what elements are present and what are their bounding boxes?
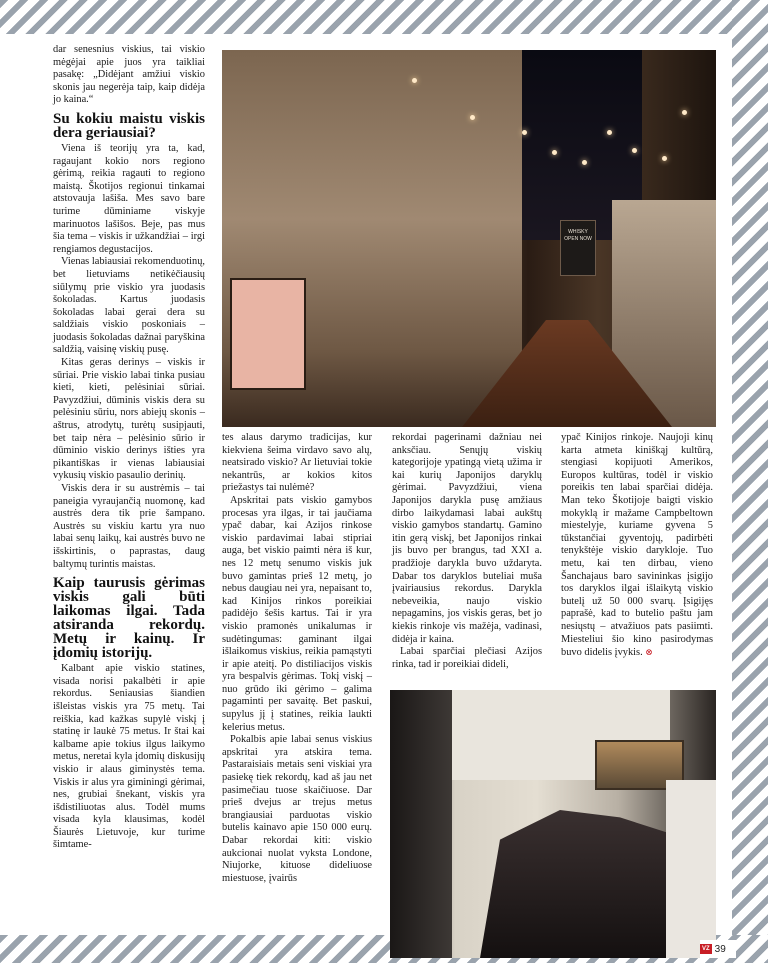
- paragraph: Vienas labiausiai rekomenduotinų, bet lietuviams netikėčiausių siūlymų prie viskio yra juodasis šokoladas. Kartus juodasis šokoladas labai gerai dera su saldžiais viskio poskoniais – juodasis šokoladas dažnai paryškina saldžią, vaisinę viskių pusę.: [53, 256, 205, 356]
- decorative-stripe-right: [732, 0, 768, 963]
- text-column-4: [561, 432, 713, 660]
- string-light: [632, 148, 637, 153]
- photo-whisky-sign: [560, 220, 596, 276]
- string-light: [607, 130, 612, 135]
- paragraph: Kitas geras derinys – viskis ir sūriai. Prie viskio labai tinka pusiau kieti, kieti, pelėsiniai sūriai. Pavyzdžiui, dūminis viskis dera su pelėsiniu sūriu, nors abiejų skonis – aštrus, atrodytų, turėtų susipjauti, bet taip nėra – pelėsinio sūrio ir dūminio viskio derinys išties yra pikantiškas ir vienas labiausiai vykusių viskio pasaulio derinių.: [53, 357, 205, 482]
- photo-guests: [480, 810, 680, 958]
- paragraph: [561, 432, 713, 660]
- magazine-page: [0, 34, 732, 935]
- string-light: [582, 160, 587, 165]
- page-number: 39: [714, 943, 726, 955]
- string-light: [470, 115, 475, 120]
- text-column-2: [222, 432, 372, 885]
- string-light: [682, 110, 687, 115]
- page-footer: [700, 940, 736, 958]
- article-end-icon: ⊗: [645, 647, 653, 658]
- paragraph: Apskritai pats viskio gamybos procesas yra ilgas, ir tai jaučiama ypač dabar, kai Azijos rinkose viskio pardavimai labai stipriai auga, bet viskio paimti nėra iš kur, nes 12 metų senumo viskis juk buvo gamintas prieš 12 metų, jo nebus daugiau nei yra, nepaisant to, kad Kinijos rinkos poreikiai padidėjo šešis kartus. Tai ir yra viskio pramonės unikalumas ir sudėtingumas: gaminant ilgai išlaikomus viskius, reikia pamąstyti ir apie ateitį. Po distiliacijos viskis yra bespalvis gėrimas. Tokį viskį – nuo grūdo iki gėrimo – galima pagaminti per savaitę. Bet paskui, supylus jį į statines, reikia laukti kelerius metus.: [222, 494, 372, 733]
- paragraph: Viena iš teorijų yra ta, kad, ragaujant kokio nors regiono gėrimą, reikia ragauti to regiono maistą. Škotijos regionui tinkamai atstovauja lašiša. Mes savo bare turime dūminiame viskyje marinuotos lašišos. Beje, pas mus šia tema – viskis ir užkandžiai – irgi rengiamos degustacijos.: [53, 142, 205, 255]
- string-light: [662, 156, 667, 161]
- string-light: [412, 78, 417, 83]
- paragraph-text: ypač Kinijos rinkoje. Naujoji kinų karta atmeta kiniškąj kultūrą, stengiasi kopijuoti Amerikos, Europos kultūras, todėl ir viskio poreikis ten labai sparčiai didėja. Man teko Škotijoje baigti viskio mokyklą ir mažame Campbeltown miestelyje, kuriame gyvena 5 tūkstančiai gyventojų, padirbėti tenykštėje viskio darykloje. Tuo metu, kai ten dirbau, vieno Šanchajaus baro savininkas įsigijo tos daryklos ilgai išlaikytą viskio butelį už 50 000 svarų. Įsigijęs paprašė, kad to butelio paštu jam nesiųstų – atvažiuos pats pasiimti. Miesteliui šio kino pasirodymas buvo didelis įvykis.: [561, 432, 713, 659]
- paragraph: dar senesnius viskius, tai viskio mėgėjai apie juos yra taikliai pasakę: „Didėjant amžiui viskio skonis jau negerėja taip, kaip didėja jo kaina.“: [53, 44, 205, 106]
- string-light: [552, 150, 557, 155]
- paragraph: Viskis dera ir su austrėmis – tai paneigia vyraujančią nuomonę, kad austrės dera tik prie šampano. Austrės su viskiu kartu yra nuo labai senų laikų, kai austrės buvo ne išskirtinis, o paprastas, daug baltymų turintis maistas.: [53, 483, 205, 570]
- bar-interior-photo: [390, 690, 716, 958]
- string-light: [522, 130, 527, 135]
- decorative-stripe-top: [0, 0, 768, 34]
- text-column-1: [53, 44, 205, 852]
- paragraph: Labai sparčiai plečiasi Azijos rinka, tad ir poreikiai dideli,: [392, 646, 542, 670]
- subheading: Su kokiu maistu viskis dera geriausiai?: [53, 110, 205, 141]
- alley-photo: [222, 50, 716, 427]
- paragraph: Pokalbis apie labai senus viskius apskritai yra atskira tema. Pastaraisiais metais seni viskiai yra pasiekę tiek rekordų, kad aš jau net pasimečiau tuose skaičiuose. Dar prieš dvejus ar trejus metus brangiausiai parduotas viskio butelis kainavo apie 150 000 eurų. Dabar rekordai kiti: viskio aukcionai nuolat vyksta Londone, Niujorke, kituose dideliuose miestuose, įvairūs: [222, 734, 372, 884]
- paragraph: Kalbant apie viskio statines, visada norisi pakalbėti ir apie rekordus. Seniausias šiandien išleistas viskis yra 75 metų. Tai reiškia, kad kažkas supylė viskį į statinę ir laukė 75 metus. Ir štai kai kalbame apie tokius ilgus laikymo metus, neretai kyla įdomių diskusijų viskio ir alaus giminystės tema. Viskis ir alus yra giminingi gėrimai, nes, grubiai šnekant, viskis yra išdistiliuotas alus. Todėl mums visada kyla klausimas, kodėl Šiaurės Lietuvoje, kur turime šimtame-: [53, 663, 205, 851]
- text-column-3: [392, 432, 542, 671]
- photo-menu-board: [230, 278, 306, 390]
- paragraph: rekordai pagerinami dažniau nei anksčiau. Senųjų viskių kategorijoje ypatingą vietą užima ir kai kurių Japonijos daryklų gėrimai. Pavyzdžiui, viena Japonijos darykla pusę amžiaus dirbo laikydamasi labai aukštų viskio gamybos standartų. Gamino itin gerą viskį, bet Japonijos rinkai jis buvo per brangus, tad XXI a. pradžioje darykla buvo uždaryta. Dabar tos daryklos buteliai muša įvairiausius rekordus. Darykla nebeveikia, naujo viskio nepagamins, jos viskis geras, bet jo kiekis rinkoje vis mažėja, vadinasi, didėja ir kaina.: [392, 432, 542, 645]
- subheading: Kaip taurusis gėrimas viskis gali būti laikomas ilgai. Tada atsiranda rekordų. Metų ir kainų. Ir įdomių istorijų.: [53, 575, 205, 662]
- paragraph: tes alaus darymo tradicijas, kur kiekviena šeima virdavo savo alų, neatsirado viskio? Ar lietuviai tokie nekantrūs, ar kokios kitos priežastys tai nulėmė?: [222, 432, 372, 494]
- whisky-sign-text: WHISKY OPEN NOW: [564, 229, 592, 242]
- magazine-logo: VZ: [702, 946, 710, 952]
- photo-door-right: [666, 780, 716, 958]
- photo-door-left: [390, 690, 452, 958]
